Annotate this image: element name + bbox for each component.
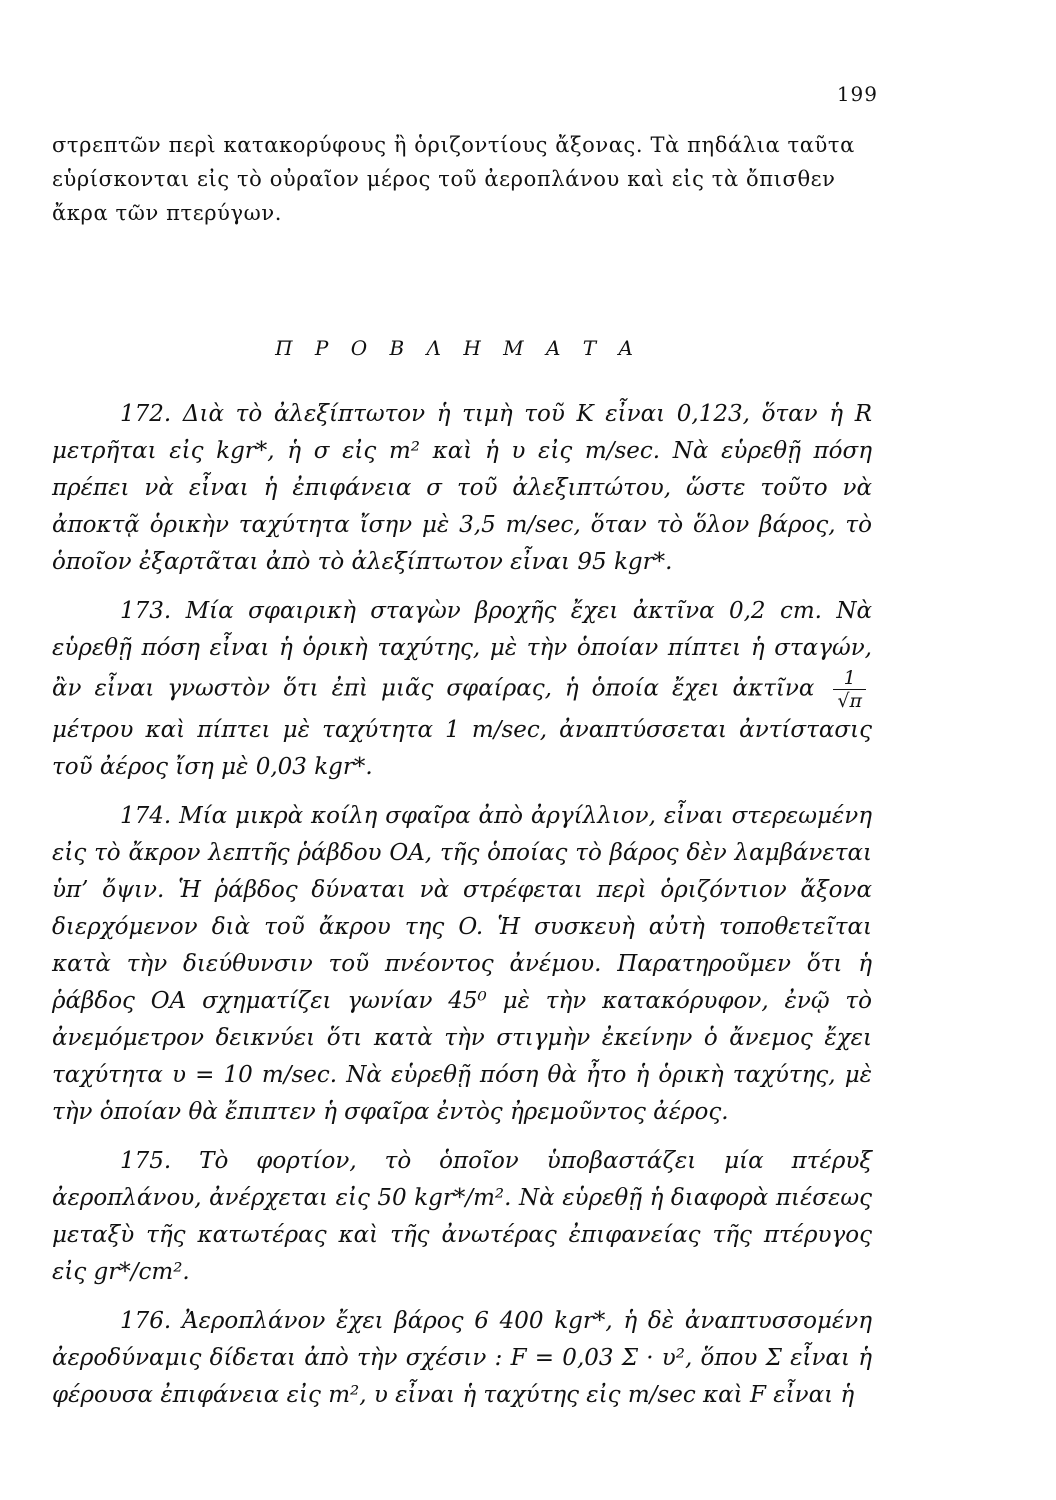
intro-paragraph: στρεπτῶν περὶ κατακορύφους ἢ ὁριζοντίους ἄξονας. Τὰ πηδάλια ταῦτα εὑρίσκονται εἰς τὸ οὐραῖον μέρος τοῦ ἀεροπλάνου καὶ εἰς τὰ ὄπισθεν ἄκρα τῶν πτερύγων.	[52, 133, 855, 225]
problem-176	[52, 1303, 872, 1414]
problem-text: Μία σφαιρικὴ σταγὼν βροχῆς ἔχει ἀκτῖνα 0,2 cm. Νὰ εὑρεθῇ πόση εἶναι ἡ ὁρικὴ ταχύτης, μὲ τὴν ὁποίαν πίπτει ἡ σταγών, ἂν εἶναι γνωστὸν ὅτι ἐπὶ μιᾶς σφαίρας, ἡ ὁποία ἔχει ἀκτῖνα	[52, 598, 873, 702]
page-number: 199	[836, 82, 878, 106]
problem-173	[52, 593, 872, 786]
fraction-denominator: √π	[837, 690, 863, 712]
problem-175	[52, 1143, 872, 1291]
problem-number: 174.	[120, 803, 172, 829]
fraction	[833, 667, 866, 712]
problem-number: 175.	[120, 1148, 172, 1174]
problem-text: Μία μικρὰ κοίλη σφαῖρα ἀπὸ ἀργίλλιον, εἶναι στερεωμένη εἰς τὸ ἄκρον λεπτῆς ῥάβδου OA, τῆς ὁποίας τὸ βάρος δὲν λαμβάνεται ὑπ’ ὄψιν. Ἡ ῥάβδος δύναται νὰ στρέφεται περὶ ὁριζόντιον ἄξονα διερχόμενον διὰ τοῦ ἄκρου της O. Ἡ συσκευὴ αὐτὴ τοποθετεῖται κατὰ τὴν διεύθυνσιν τοῦ πνέοντος ἀνέμου. Παρατηροῦμεν ὅτι ἡ ῥάβδος OA σχηματίζει γωνίαν 45⁰ μὲ τὴν κατακόρυφον, ἐνῷ τὸ ἀνεμόμετρον δεικνύει ὅτι κατὰ τὴν στιγμὴν ἐκείνην ὁ ἄνεμος ἔχει ταχύτητα υ = 10 m/sec. Νὰ εὑρεθῇ πόση θὰ ἦτο ἡ ὁρικὴ ταχύτης, μὲ τὴν ὁποίαν θὰ ἔπιπτεν ἡ σφαῖρα ἐντὸς ἠρεμοῦντος ἀέρος.	[52, 803, 873, 1125]
section-title: Π Ρ Ο Β Λ Η Μ Α Τ Α	[275, 336, 641, 360]
fraction-numerator: 1	[833, 667, 866, 690]
problem-174	[52, 798, 872, 1131]
problem-172	[52, 396, 872, 581]
problem-list	[52, 396, 872, 1426]
problem-text: Τὸ φορτίον, τὸ ὁποῖον ὑποβαστάζει μία πτέρυξ ἀεροπλάνου, ἀνέρχεται εἰς 50 kgr*/m². Νὰ εὑρεθῇ ἡ διαφορὰ πιέσεως μεταξὺ τῆς κατωτέρας καὶ τῆς ἀνωτέρας ἐπιφανείας τῆς πτέρυγος εἰς gr*/cm².	[52, 1148, 873, 1285]
problem-number: 173.	[120, 598, 172, 624]
problem-number: 176.	[120, 1308, 172, 1334]
problem-text-continued: μέτρου καὶ πίπτει μὲ ταχύτητα 1 m/sec, ἀναπτύσσεται ἀντίστασις τοῦ ἀέρος ἴση μὲ 0,03 kgr*.	[52, 717, 872, 780]
problem-text: Διὰ τὸ ἀλεξίπτωτον ἡ τιμὴ τοῦ K εἶναι 0,123, ὅταν ἡ R μετρῆται εἰς kgr*, ἡ σ εἰς m² καὶ ἡ υ εἰς m/sec. Νὰ εὑρεθῇ πόση πρέπει νὰ εἶναι ἡ ἐπιφάνεια σ τοῦ ἀλεξιπτώτου, ὥστε τοῦτο νὰ ἀποκτᾷ ὁρικὴν ταχύτητα ἴσην μὲ 3,5 m/sec, ὅταν τὸ ὅλον βάρος, τὸ ὁποῖον ἐξαρτᾶται ἀπὸ τὸ ἀλεξίπτωτον εἶναι 95 kgr*.	[52, 401, 873, 575]
problem-number: 172.	[120, 401, 172, 427]
problem-text: Ἀεροπλάνον ἔχει βάρος 6 400 kgr*, ἡ δὲ ἀναπτυσσομένη ἀεροδύναμις δίδεται ἀπὸ τὴν σχέσιν : F = 0,03 Σ · υ², ὅπου Σ εἶναι ἡ φέρουσα ἐπιφάνεια εἰς m², υ εἶναι ἡ ταχύτης εἰς m/sec καὶ F εἶναι ἡ	[52, 1308, 872, 1408]
